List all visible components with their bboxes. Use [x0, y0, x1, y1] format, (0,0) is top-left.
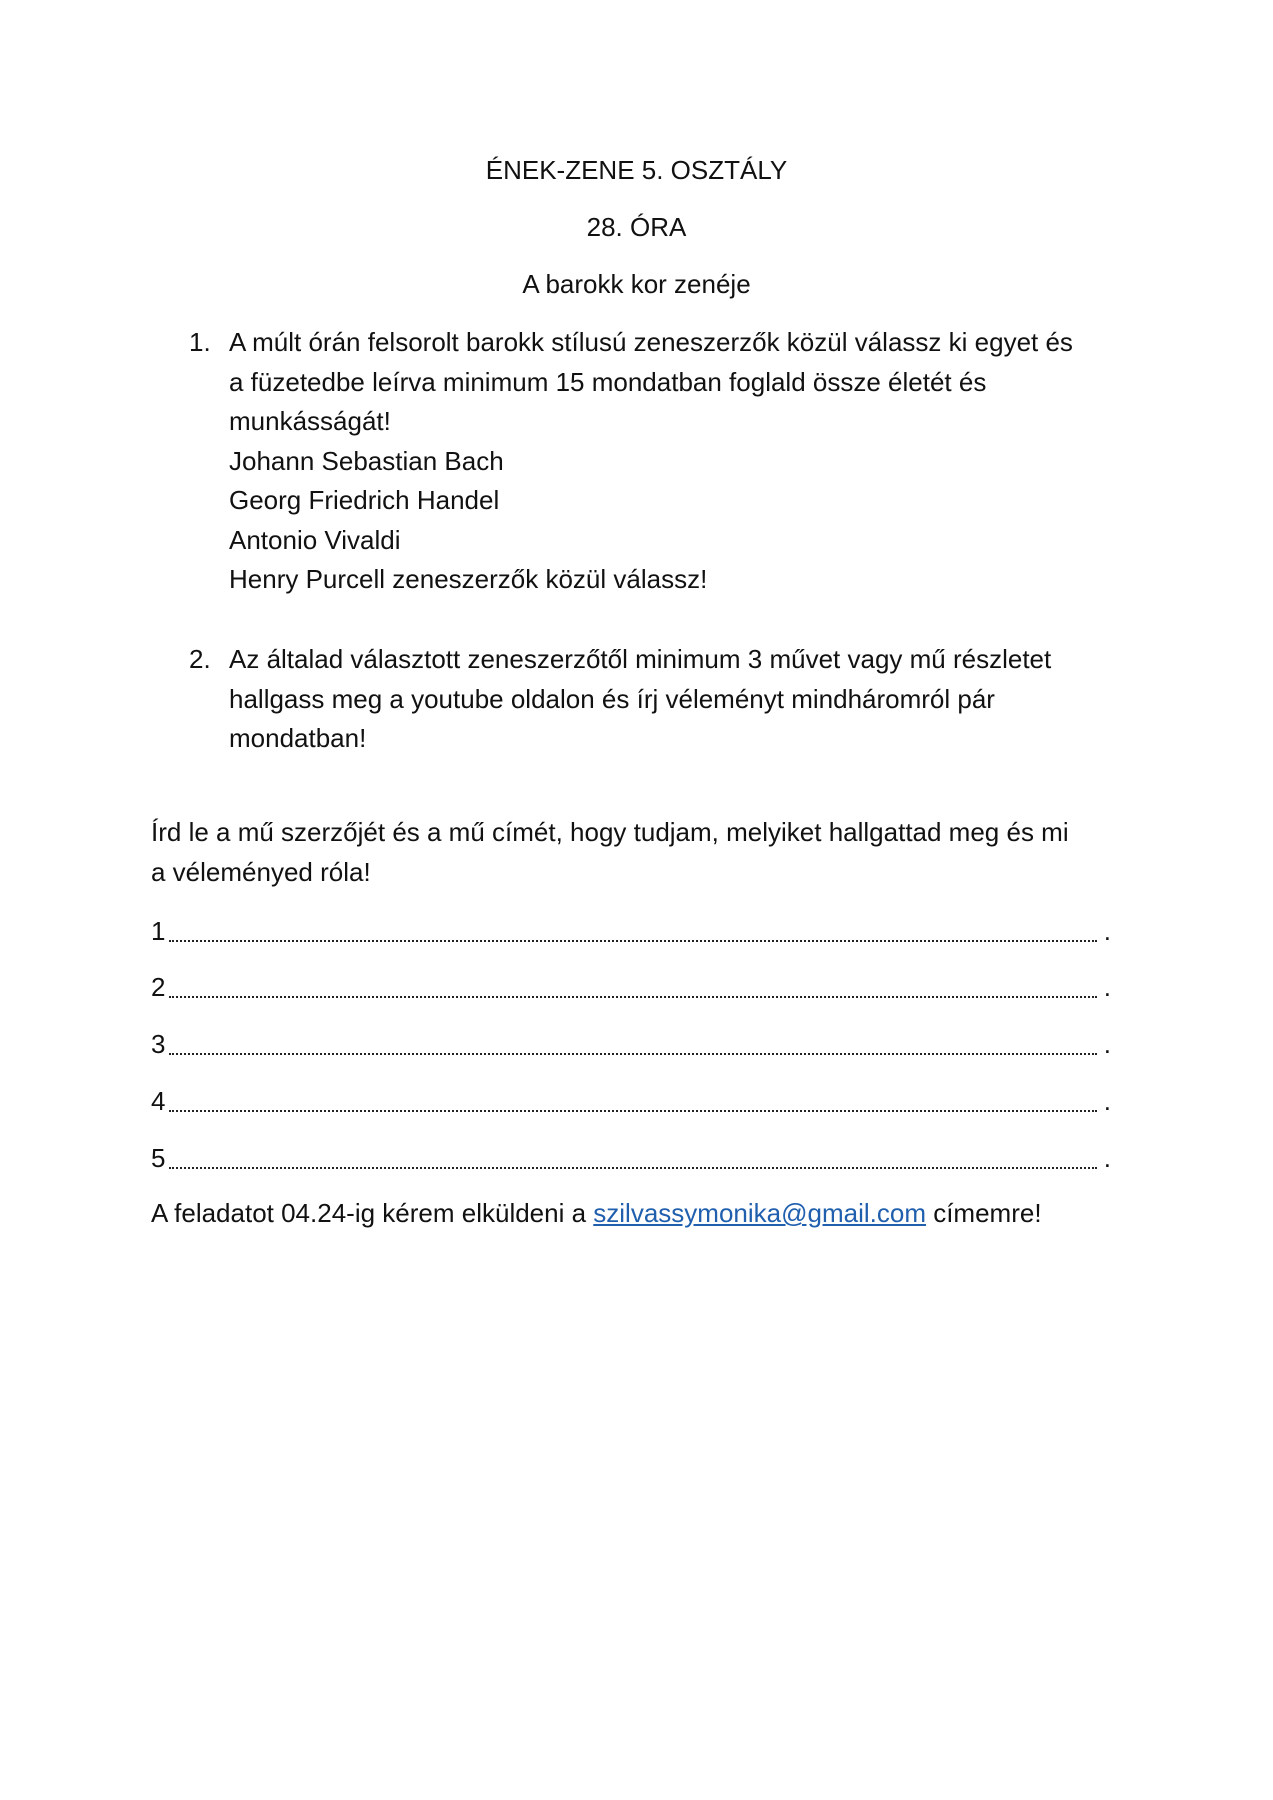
answer-line-end: .	[1103, 972, 1111, 1002]
answer-line-end: .	[1103, 916, 1111, 946]
answer-line-end: .	[1103, 1086, 1111, 1116]
answer-number: 2	[151, 972, 166, 1002]
composer-name: Georg Friedrich Handel	[229, 485, 500, 515]
task-text-line: mondatban!	[229, 723, 367, 753]
task-body	[229, 323, 1159, 600]
document-title: ÉNEK-ZENE 5. OSZTÁLY	[485, 155, 788, 185]
task-body	[229, 640, 1159, 759]
instruction-line: Írd le a mű szerzőjét és a mű címét, hogy tudjam, melyiket hallgattad meg és mi	[151, 817, 1069, 847]
answer-number: 1	[151, 916, 166, 946]
answer-line-end: .	[1103, 1143, 1111, 1173]
email-link[interactable]: szilvassymonika@gmail.com	[593, 1198, 926, 1228]
answer-number: 5	[151, 1143, 166, 1173]
composer-name: Antonio Vivaldi	[229, 524, 401, 555]
instruction-line: a véleményed róla!	[151, 856, 371, 887]
task-number: 1.	[189, 327, 211, 357]
dotted-leader	[169, 1167, 1097, 1169]
answer-line-5	[151, 1142, 1111, 1174]
task-text-line: Az általad választott zeneszerzőtől minimum 3 művet vagy mű részletet	[229, 644, 1052, 674]
answer-line-4	[151, 1085, 1111, 1117]
lesson-number: 28. ÓRA	[586, 212, 687, 242]
composer-name: Johann Sebastian Bach	[229, 445, 504, 476]
answer-line-1	[151, 915, 1111, 947]
dotted-leader	[169, 996, 1097, 998]
dotted-leader	[169, 940, 1097, 942]
closing-text-after: címemre!	[925, 1198, 1042, 1228]
answer-line-2	[151, 971, 1111, 1003]
task-text-line: hallgass meg a youtube oldalon és írj véleményt mindháromról pár	[229, 683, 995, 714]
task-text-line: a füzetedbe leírva minimum 15 mondatban foglald össze életét és	[229, 366, 987, 397]
dotted-leader	[169, 1110, 1097, 1112]
closing-text-before: A feladatot 04.24-ig kérem elküldeni a	[151, 1198, 594, 1228]
answer-line-end: .	[1103, 1029, 1111, 1059]
composer-name: Henry Purcell zeneszerzők közül válassz!	[229, 564, 708, 594]
task-number: 2.	[189, 644, 211, 674]
dotted-leader	[169, 1053, 1097, 1055]
answer-number: 3	[151, 1029, 166, 1059]
answer-line-3	[151, 1028, 1111, 1060]
answer-number: 4	[151, 1086, 166, 1116]
instruction-paragraph	[151, 813, 1151, 892]
task-text-line: munkásságát!	[229, 406, 391, 436]
lesson-topic: A barokk kor zenéje	[522, 269, 751, 299]
closing-note	[151, 1197, 1042, 1229]
task-text-line: A múlt órán felsorolt barokk stílusú zeneszerzők közül válassz ki egyet és	[229, 327, 1073, 357]
